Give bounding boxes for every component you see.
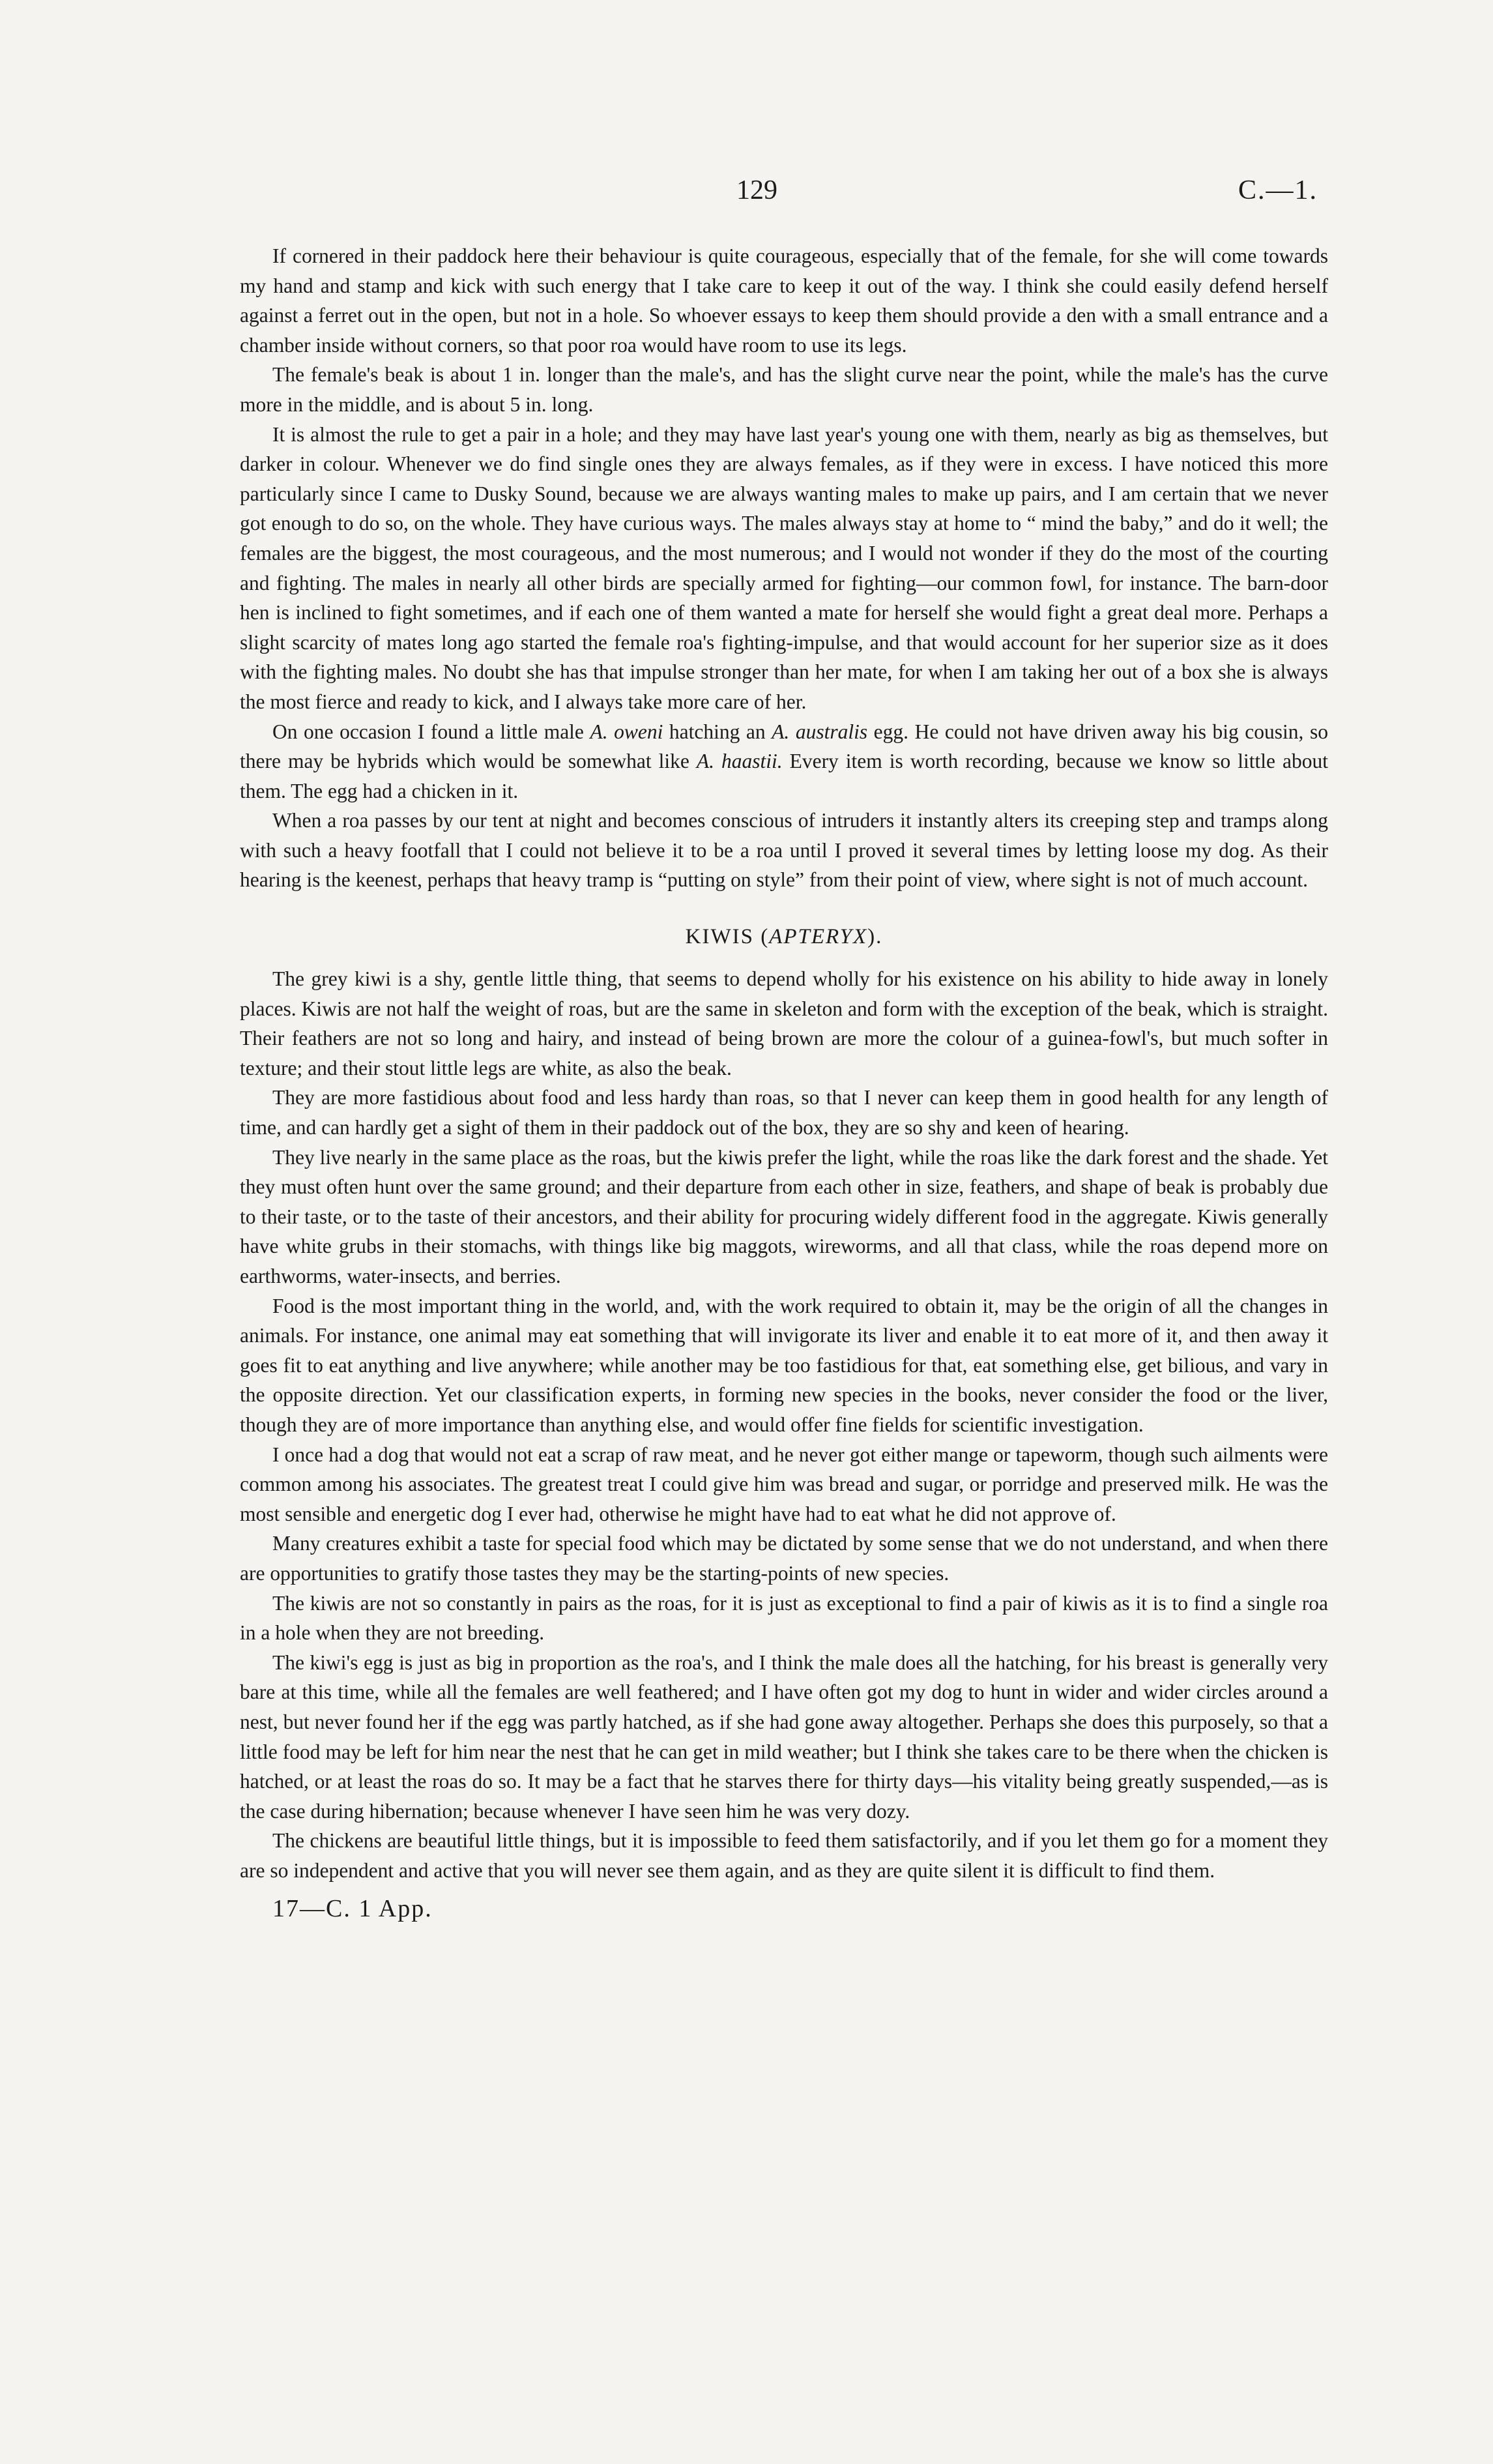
- paragraph: The kiwi's egg is just as big in proportion as the roa's, and I think the male does all the hatching, for his breast is generally very bare at this time, while all the females are well feathered; and I have often got my dog to hunt in wider and wider circles around a nest, but never found her if the egg was partly hatched, as if she had gone away altogether. Perhaps she does this purposely, so that a little food may be left for him near the nest that he can get in mild weather; but I think she takes care to be there when the chicken is hatched, or at least the roas do so. It may be a fact that he starves there for thirty days—his vitality being greatly suspended,—as is the case during hibernation; because whenever I have seen him he was very dozy.: [240, 1650, 1328, 1823]
- paragraph: The female's beak is about 1 in. longer than the male's, and has the slight curve near the point, while the male's has the curve more in the middle, and is about 5 in. long.: [240, 363, 1328, 416]
- paragraph: Many creatures exhibit a taste for special food which may be dictated by some sense that we do not understand, and when there are opportunities to gratify those tastes they may be the starting-points of new species.: [240, 1532, 1328, 1585]
- paragraph: If cornered in their paddock here their behaviour is quite courageous, especially that of the female, for she will come towards my hand and stamp and kick with such energy that I take care to keep it out of the way. I think she could easily defend herself against a ferret out in the open, but not in a hole. So whoever essays to keep them should provide a den with a small entrance and a chamber inside without corners, so that poor roa would have room to use its legs.: [240, 244, 1328, 357]
- heading-close: ).: [867, 925, 883, 949]
- section-heading: [240, 922, 1328, 951]
- paragraph: The kiwis are not so constantly in pairs as the roas, for it is just as exceptional to find a pair of kiwis as it is to find a single roa in a hole when they are not breeding.: [240, 1591, 1328, 1645]
- text-run: hatching an: [663, 720, 772, 743]
- species-name: A. oweni: [590, 720, 663, 743]
- section-code: C.—1.: [1238, 175, 1318, 205]
- page-number: 129: [736, 175, 777, 205]
- species-name: A. haastii.: [696, 750, 783, 773]
- paragraph: When a roa passes by our tent at night and becomes conscious of intruders it instantly alters its creeping step and tramps along with such a heavy footfall that I could not believe it to be a roa until I proved it several times by letting loose my dog. As their hearing is the keenest, perhaps that heavy tramp is “putting on style” from their point of view, where sight is not of much account.: [240, 809, 1328, 892]
- heading-main: KIWIS (: [685, 925, 770, 949]
- heading-italic: APTERYX: [769, 925, 868, 949]
- paragraph-hybrid: [240, 717, 1328, 806]
- text-run: On one occasion I found a little male: [272, 720, 590, 743]
- body-text: [240, 241, 1328, 1926]
- paragraph: They live nearly in the same place as the roas, but the kiwis prefer the light, while the roas like the dark forest and the shade. Yet they must often hunt over the same ground; and their departure from each other in size, feathers, and shape of beak is probably due to their taste, or to the taste of their ancestors, and their ability for procuring widely different food in the aggregate. Kiwis generally have white grubs in their stomachs, with things like big maggots, wireworms, and all that class, while the roas depend more on earthworms, water-insects, and berries.: [240, 1145, 1329, 1287]
- paragraph: I once had a dog that would not eat a scrap of raw meat, and he never got either mange or tapeworm, though such ailments were common among his associates. The greatest treat I could give him was bread and sugar, or porridge and preserved milk. He was the most sensible and energetic dog I ever had, otherwise he might have had to eat what he did not approve of.: [240, 1443, 1328, 1525]
- paragraph: They are more fastidious about food and less hardy than roas, so that I never can keep them in good health for any length of time, and can hardly get a sight of them in their paddock out of the box, they are so shy and keen of hearing.: [240, 1086, 1328, 1139]
- signature-mark: 17—C. 1 App.: [272, 1895, 433, 1923]
- paragraph: Food is the most important thing in the world, and, with the work required to obtain it, may be the origin of all the changes in animals. For instance, one animal may eat something that will invigorate its liver and enable it to eat more of it, and then away it goes fit to eat anything and live anywhere; while another may be too fastidious for that, eat something else, get bilious, and vary in the opposite direction. Yet our classification experts, in forming new species in the books, never consider the food or the liver, though they are of more importance than anything else, and would offer fine fields for scientific investigation.: [240, 1294, 1328, 1436]
- paragraph: The grey kiwi is a shy, gentle little thing, that seems to depend wholly for his existence on his ability to hide away in lonely places. Kiwis are not half the weight of roas, but are the same in skeleton and form with the exception of the beak, which is straight. Their feathers are not so long and hairy, and instead of being brown are more the colour of a guinea-fowl's, but much softer in texture; and their stout little legs are white, as also the beak.: [240, 967, 1328, 1079]
- text-run: Every item is worth recording, because we know so little about them. The egg had a chicken in it.: [240, 750, 1328, 802]
- paragraph: It is almost the rule to get a pair in a hole; and they may have last year's young one with them, nearly as big as themselves, but darker in colour. Whenever we do find single ones they are always females, as if they were in excess. I have noticed this more particularly since I came to Dusky Sound, because we are always wanting males to make up pairs, and I am certain that we never got enough to do so, on the whole. They have curious ways. The males always stay at home to “ mind the baby,” and do it well; the females are the biggest, the most courageous, and the most numerous; and I would not wonder if they do the most of the courting and fighting. The males in nearly all other birds are specially armed for fighting—our common fowl, for instance. The barn-door hen is inclined to fight sometimes, and if each one of them wanted a mate for herself she would fight a great deal more. Perhaps a slight scarcity of mates long ago started the female roa's fighting-impulse, and that would account for her superior size as it does with the fighting males. No doubt she has that impulse stronger than her mate, for when I am taking her out of a box she is always the most fierce and ready to kick, and I always take more care of her.: [240, 422, 1328, 713]
- text-run: egg. He could not have driven away his big cousin, so there may be hybrids which would be somewhat like: [240, 720, 1328, 773]
- paragraph: The chickens are beautiful little things, but it is impossible to feed them satisfactorily, and if you let them go for a moment they are so independent and active that you will never see them again, and as they are quite silent it is difficult to find them.: [240, 1829, 1328, 1882]
- species-name: A. australis: [772, 720, 868, 743]
- running-header: [0, 175, 1493, 220]
